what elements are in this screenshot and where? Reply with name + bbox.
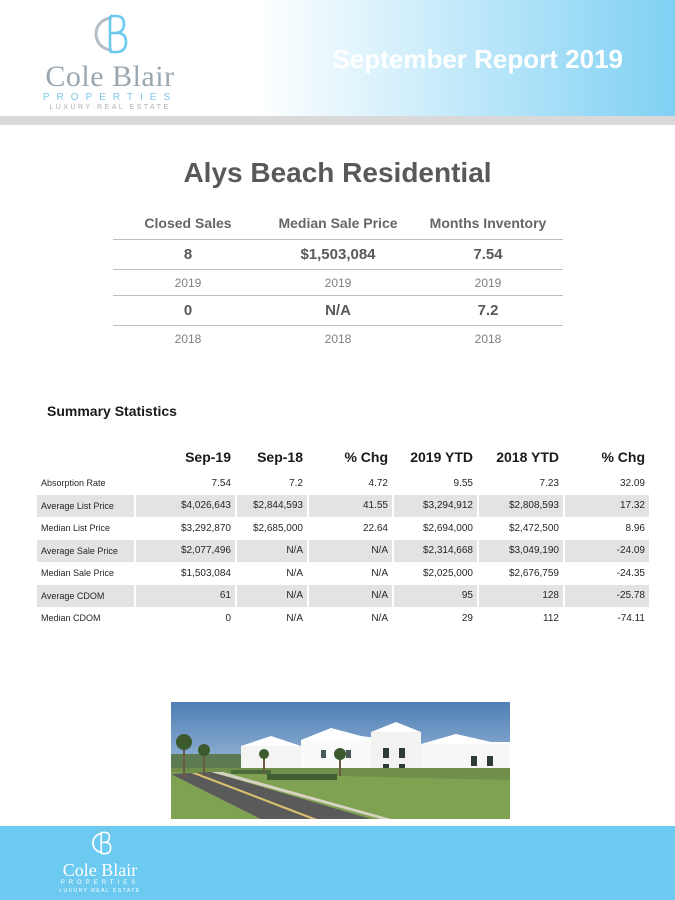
table-cell: 8.96: [625, 522, 645, 534]
row-label: Median List Price: [37, 517, 136, 540]
table-row: [37, 585, 649, 608]
year-label: 2018: [324, 332, 352, 346]
table-cell: $2,808,593: [479, 495, 565, 518]
table-cell: N/A: [237, 540, 309, 563]
table-cell: -24.09: [565, 540, 649, 563]
footer-logo: [47, 830, 153, 896]
table-cell: N/A: [237, 607, 309, 630]
table-cell: $2,472,500: [479, 517, 565, 540]
table-cell: 7.2: [237, 472, 309, 495]
column-header: Sep-19: [136, 442, 237, 472]
table-cell: 95: [394, 585, 479, 608]
table-cell: $2,844,593: [237, 495, 309, 518]
table-cell: $3,294,912: [394, 495, 479, 518]
table-cell: 7.23: [479, 472, 565, 495]
key-stats-prior-values: [113, 296, 563, 326]
table-cell: $2,077,496: [136, 540, 237, 563]
logo-subtitle: PROPERTIES: [42, 92, 178, 103]
key-stats-prior-years: [113, 326, 563, 352]
key-stats-current-years: [113, 270, 563, 296]
logo-name: Cole Blair: [45, 60, 175, 93]
table-row: [37, 472, 649, 495]
table-cell: 112: [479, 607, 565, 630]
table-cell: 61: [136, 585, 237, 608]
cb-monogram-icon: [86, 12, 130, 56]
row-label: Median CDOM: [37, 607, 136, 630]
column-header: % Chg: [309, 442, 394, 472]
header-months-inventory: Months Inventory: [413, 208, 563, 240]
cole-blair-logo: [30, 12, 190, 112]
table-cell: $4,026,643: [136, 495, 237, 518]
column-header: % Chg: [601, 449, 645, 465]
year-label: 2019: [263, 270, 413, 296]
table-cell: $3,292,870: [136, 517, 237, 540]
table-cell: 0: [136, 607, 237, 630]
footer-logo-subtitle: PROPERTIES: [60, 880, 140, 886]
key-stats-table: [113, 208, 563, 352]
table-cell: $2,676,759: [479, 562, 565, 585]
months-inventory-2019: 7.54: [413, 240, 563, 270]
months-inventory-2018: 7.2: [413, 296, 563, 326]
page-title: Alys Beach Residential: [183, 157, 492, 188]
summary-statistics-table: [37, 442, 649, 630]
key-stats-current-values: [113, 240, 563, 270]
row-label: Absorption Rate: [37, 472, 136, 495]
table-cell: $2,025,000: [394, 562, 479, 585]
alys-beach-photo: [171, 702, 510, 819]
table-cell: 128: [479, 585, 565, 608]
table-cell: -74.11: [617, 612, 645, 624]
year-label: 2018: [174, 332, 202, 346]
table-cell: 9.55: [394, 472, 479, 495]
table-cell: 29: [394, 607, 479, 630]
table-row: [37, 495, 649, 518]
table-cell: N/A: [309, 585, 394, 608]
table-cell: 7.54: [136, 472, 237, 495]
logo-tagline: LUXURY REAL ESTATE: [49, 104, 171, 111]
table-cell: N/A: [237, 562, 309, 585]
row-label: Average List Price: [37, 495, 136, 518]
table-cell: 32.09: [619, 477, 645, 489]
footer-logo-name: Cole Blair: [62, 860, 138, 880]
report-header: [0, 0, 675, 118]
footer-logo-tagline: LUXURY REAL ESTATE: [59, 888, 141, 894]
table-cell: N/A: [309, 562, 394, 585]
column-header: [37, 442, 136, 472]
header-median-sale-price: Median Sale Price: [263, 208, 413, 240]
row-label: Average Sale Price: [37, 540, 136, 563]
table-row: [37, 562, 649, 585]
row-label: Median Sale Price: [37, 562, 136, 585]
table-cell: 41.55: [309, 495, 394, 518]
table-cell: N/A: [309, 540, 394, 563]
table-row: [37, 540, 649, 563]
header-closed-sales: Closed Sales: [113, 208, 263, 240]
summary-heading: Summary Statistics: [47, 403, 177, 419]
summary-header-row: [37, 442, 649, 472]
year-label: 2019: [113, 270, 263, 296]
table-cell: $2,685,000: [237, 517, 309, 540]
table-cell: $2,694,000: [394, 517, 479, 540]
median-sale-price-2018: N/A: [263, 296, 413, 326]
closed-sales-2019: 8: [113, 240, 263, 270]
report-title: September Report 2019: [332, 44, 623, 74]
table-cell: -25.78: [565, 585, 649, 608]
table-row: [37, 517, 649, 540]
median-sale-price-2019: $1,503,084: [263, 240, 413, 270]
table-row: [37, 607, 649, 630]
column-header: Sep-18: [237, 442, 309, 472]
row-label: Average CDOM: [37, 585, 136, 608]
table-cell: 22.64: [309, 517, 394, 540]
table-cell: -24.35: [616, 567, 645, 579]
key-stats-header-row: [113, 208, 563, 240]
closed-sales-2018: 0: [113, 296, 263, 326]
table-cell: 17.32: [565, 495, 649, 518]
table-cell: N/A: [237, 585, 309, 608]
table-cell: $1,503,084: [136, 562, 237, 585]
header-divider: [0, 116, 675, 125]
column-header: 2018 YTD: [479, 442, 565, 472]
column-header: 2019 YTD: [394, 442, 479, 472]
table-cell: N/A: [309, 607, 394, 630]
cb-monogram-icon: [87, 830, 113, 856]
year-label: 2018: [474, 332, 502, 346]
table-cell: 4.72: [309, 472, 394, 495]
table-cell: $3,049,190: [479, 540, 565, 563]
year-label: 2019: [413, 270, 563, 296]
table-cell: $2,314,668: [394, 540, 479, 563]
report-footer: [0, 826, 675, 900]
